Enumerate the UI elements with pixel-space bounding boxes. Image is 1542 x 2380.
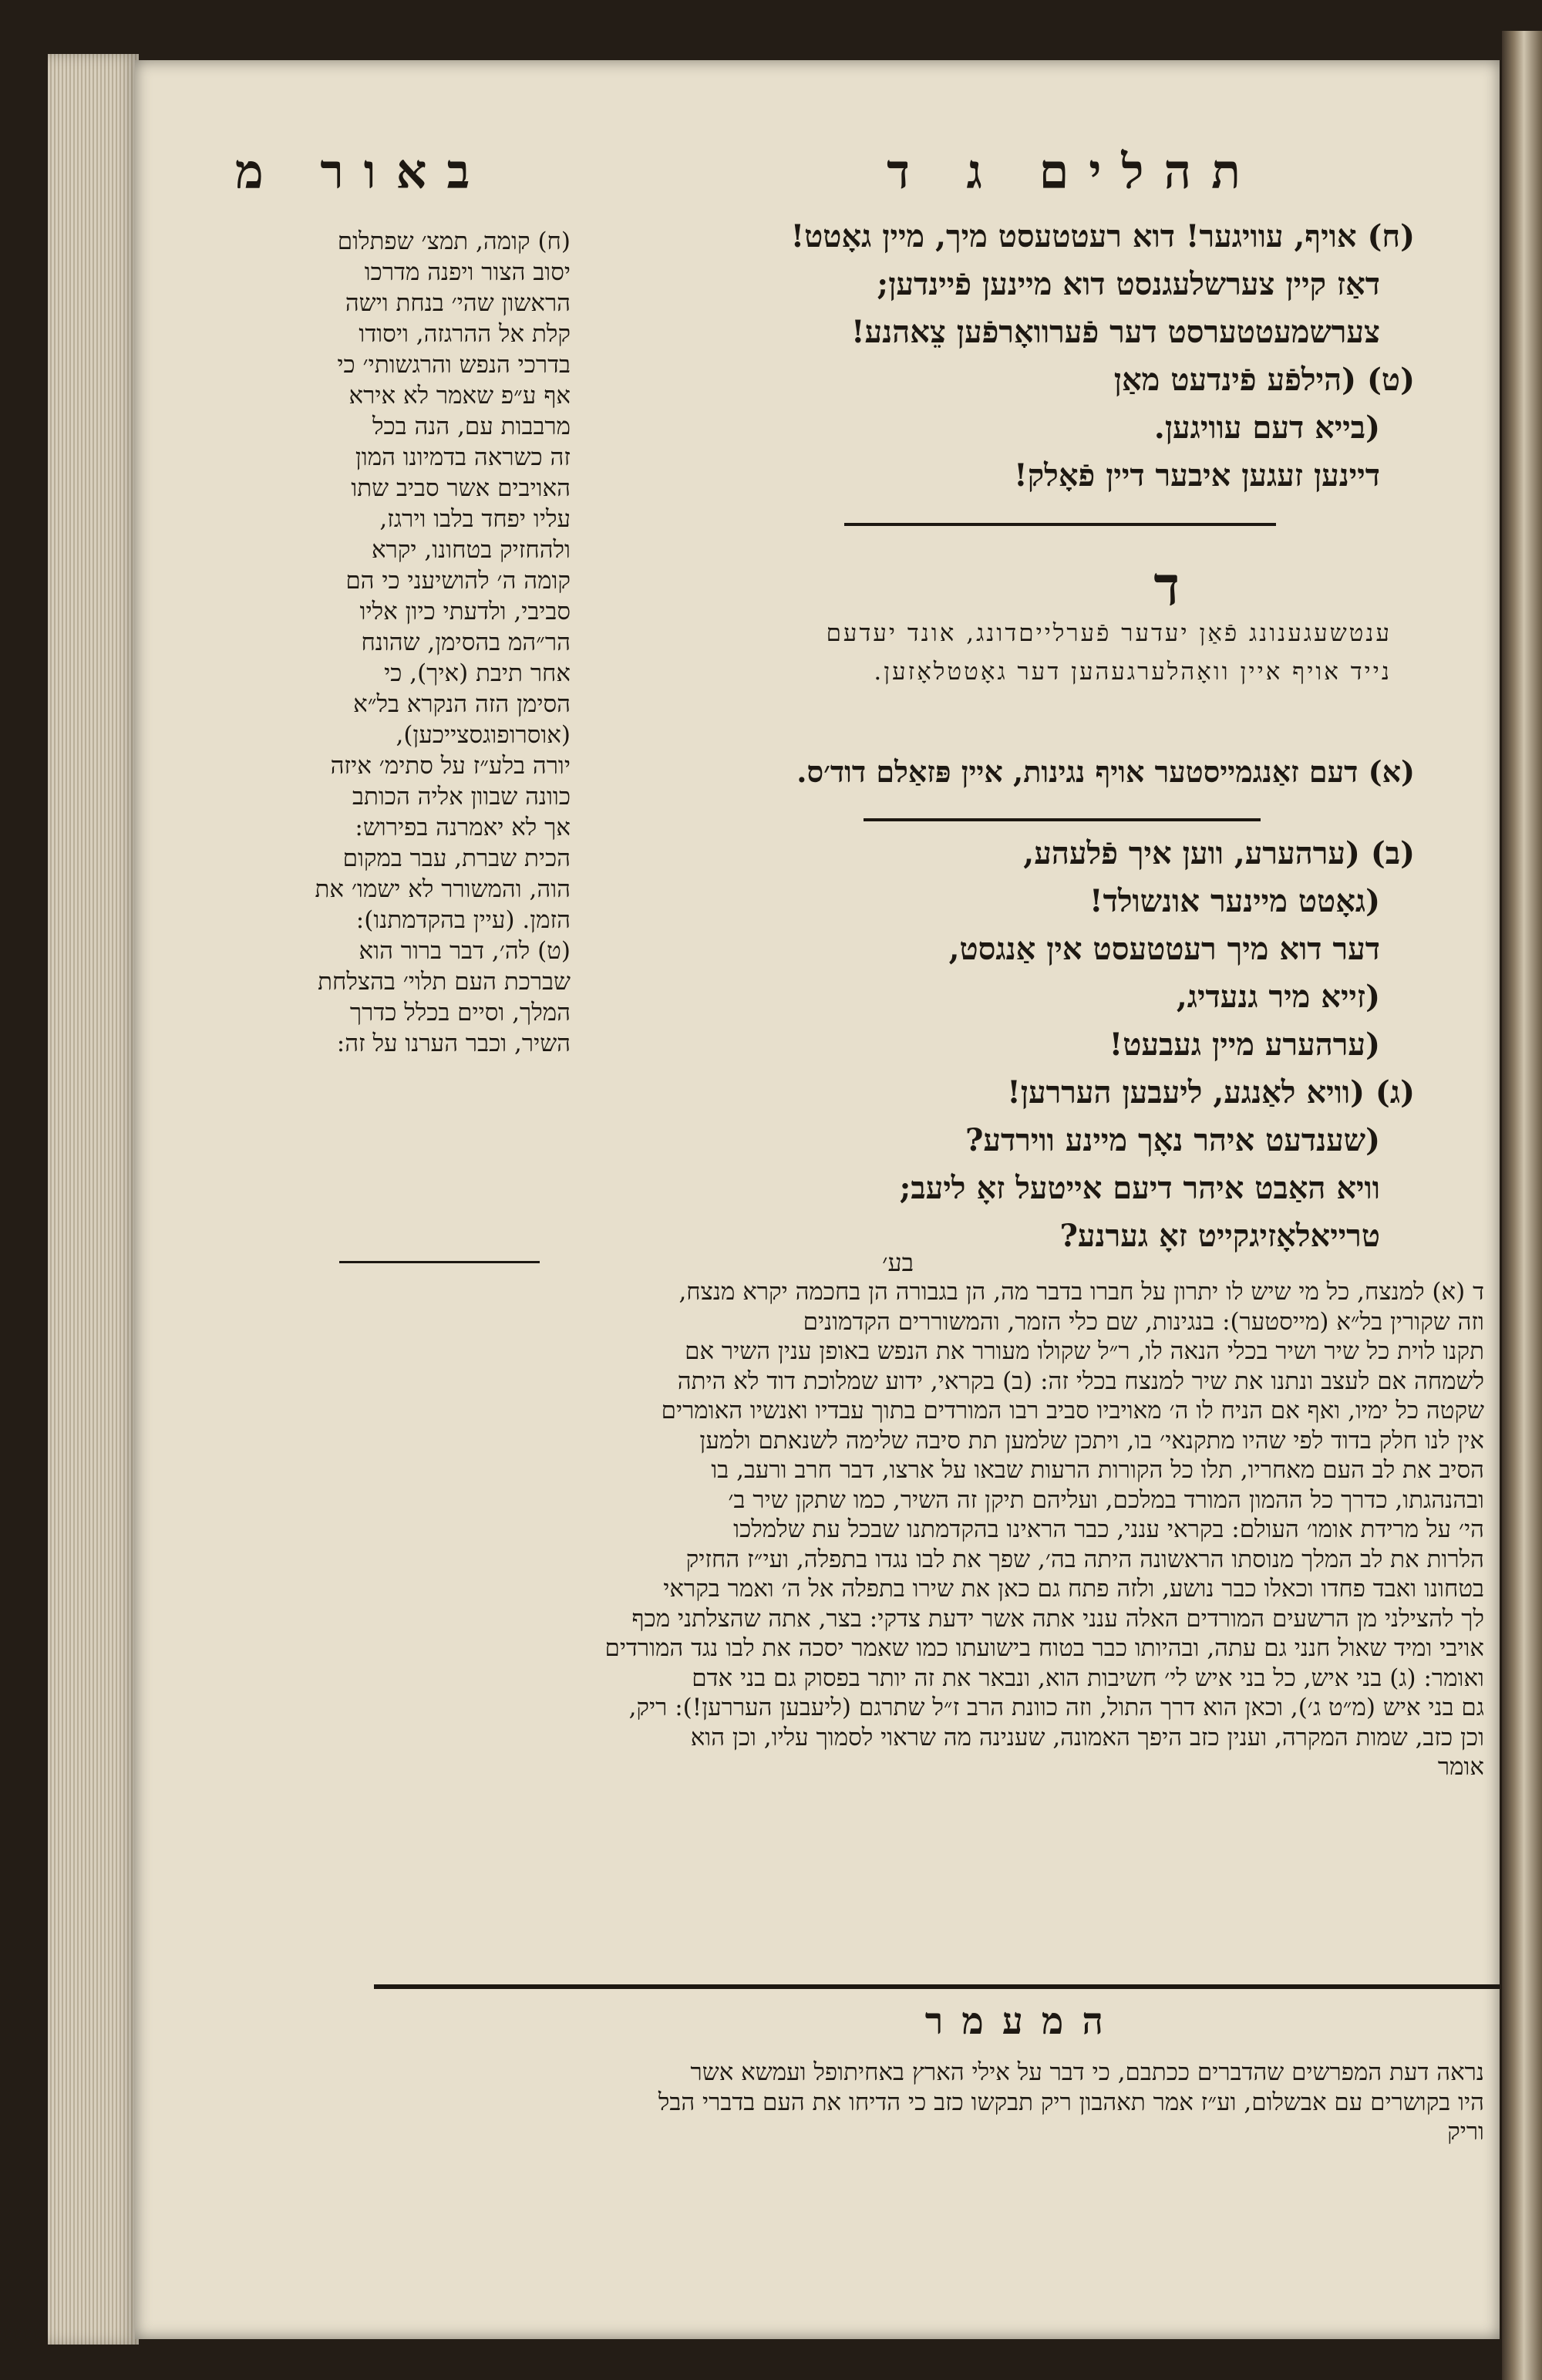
- verse-divider: [864, 818, 1261, 821]
- book-page: [135, 60, 1500, 2339]
- running-head-right: תהלים ג ד: [887, 143, 1261, 200]
- psalm4-verse2: (ב) (ערהערע, ווען איך פֿלעהע, (גאָטט מיינער אונשולד! דער דוא מיך רעטטעסט אין אַנגסט, (זייא מיר גנעדיג, (ערהערע מיין געבעט!: [948, 835, 1415, 1063]
- biur-commentary-wide: ד (א) למנצח, כל מי שיש לו יתרון על חברו בדבר מה, הן בגבורה הן בחכמה יקרא מנצח, וזה שקורין בל״א (מייסטער): בנגינות, שם כלי הזמר, והמשוררים הקדמונים תקנו לוית כל שיר ושיר בכלי הנאה לו, ר״ל שקולו מעורר את הנפש באופן ענין השיר אם לשמחה אם לעצב ונתנו את שיר למנצח בכלי זה: (ב) בקראי, ידוע שמלוכת דוד לא היתה שקטה כל ימיו, ואף אם הניח לו ה׳ מאויביו סביב רבו המורדים בתוך עבדיו ואנשיו האומרים אין לנו חלק בדוד לפי שהיו מתקנאי׳ בו, ויתכן שלמען תת סיבה שלימה לשנאתם ולמען הסיב את לב העם מאחריו, תלו כל הקורות הרעות שבאו על ארצו, דבר חרב ורעב, בו ובהנהגתו, כדרך כל ההמון המורד במלכם, ועליהם תיקן זה השיר, כמו שתקן שיר ב׳ הי׳ על מרידת אומו׳ העולם: בקראי ענני, כבר הראינו בהקדמתנו שבכל עת שלמלכו הלרות את לב המלך מנוסתו הראשונה היתה בה׳, שפך את לבו נגדו בתפלה, ועי״ז החזיק בטחונו ואבד פחדו וכאלו כבר נושע, ולזה פתח גם כאן את שירו בתפלה אל ה׳ ואמר בקראי לך להצילני מן הרשעים המורדים האלה ענני אתה אשר ידעת צדקי: בצר, אתה שהצלתני מכף אויבי ומיד שאול חנני גם עתה, ובהיותו כבר בטוח בישועתו כמו שאמר יסכה את לבו נגד המורדים ואומר: (ג) בני איש, כל בני איש לי׳ חשיבות הוא, ונבאר את זה יותר בפסוק גם בני אדם גם בני איש (מ״ט ג׳), וכאן הוא דרך התול, וזה כוונת הרב ז״ל שתרגם (ליעבען העררען!): ריק, וכן כזב, שמות המקרה, וענין כזב היפך האמונה, שענינה מה שראוי לסמוך עליו, וכן הוא אומר: [604, 1278, 1484, 1781]
- hameamer-text: נראה דעת המפרשים שהדברים ככתבם, כי דבר על אילי הארץ באחיתופל ועמשא אשר היו בקושרים עם אבשלום, וע״ז אמר תאהבון ריק תבקשו כזב כי הדיחו את העם בדברי הבל וריק: [658, 2058, 1484, 2146]
- catchword: בע׳: [882, 1248, 914, 1277]
- section-divider: [844, 523, 1276, 526]
- running-head-left: באור מ: [235, 143, 490, 200]
- book-spine-right: [1502, 31, 1542, 2380]
- psalm4-verse1: (א) דעם זאַנגמייסטער אויף נגינות, איין פּזאַלם דוד׳ס.: [796, 754, 1415, 789]
- section-rule-thick: [374, 1984, 1500, 1989]
- psalm4-verse3: (ג) (וויא לאַנגע, ליעבען העררען! (שענדעט איהר נאָך מיינע ווירדע? וויא האַבט איהר דיעם אייטעל זאָ ליעב; טרייאלאָזיגקייט זאָ גערנע?: [899, 1074, 1415, 1254]
- psalm4-intro: ענטשעגענונג פֿאַן יעדער פֿערלייםדונג, אונד יעדעם נייד אויף איין וואָהלערגעהען דער גאָטטלאָזען.: [826, 619, 1392, 686]
- biur-commentary-column: (ח) קומה, תמצ׳ שפתלום יסוב הצור ויפנה מדרכו הראשון שהי׳ בנחת וישה קלת אל ההרגזה, ויסודו בדרכי הנפש והרגשותי׳ כי אף ע״פ שאמר לא אירא מרבבות עם, הנה בכל זה כשראה בדמיונו המון האויבים אשר סביב שתו עליו יפחד בלבו וירגז, ולהחזיק בטחונו, יקרא קומה ה׳ להושיעני כי הם סביבי, ולדעתי כיון אליו הר״המ בהסימן, שהונח אחר תיבת (איך), כי הסימן הזה הנקרא בל״א (אוסרופוגסצייכען), יורה בלע״ז על סתימ׳ איזה כוונה שבוון אליה הכותב אך לא יאמרנה בפירוש: הכית שברת, עבר במקום הוה, והמשורר לא ישמו׳ את הזמן. (עיין בהקדמתנו): (ט) לה׳, דבר ברור הוא שברכת העם תלוי׳ בהצלחת המלך, וסיים בכלל כדרך השיר, וכבר הערנו על זה:: [315, 228, 571, 1057]
- psalm-number-letter: ד: [1153, 554, 1180, 618]
- hameamer-title: המעמר: [924, 2000, 1122, 2043]
- book-page-edges: [48, 54, 139, 2345]
- psalm3-ending: (ח) אויף, עוויגער! דוא רעטטעסט מיך, מיין גאָטט! דאַז קיין צערשלעגנסט דוא מיינען פֿיינדען; צערשמעטטערסט דער פֿערוואָרפֿען צֵאהנע! (ט) (הילפֿע פֿינדעט מאַן (בייא דעם עוויגען. דיינען זעגען איבער דיין פֿאָלק!: [790, 218, 1415, 494]
- column-divider-short: [339, 1261, 540, 1263]
